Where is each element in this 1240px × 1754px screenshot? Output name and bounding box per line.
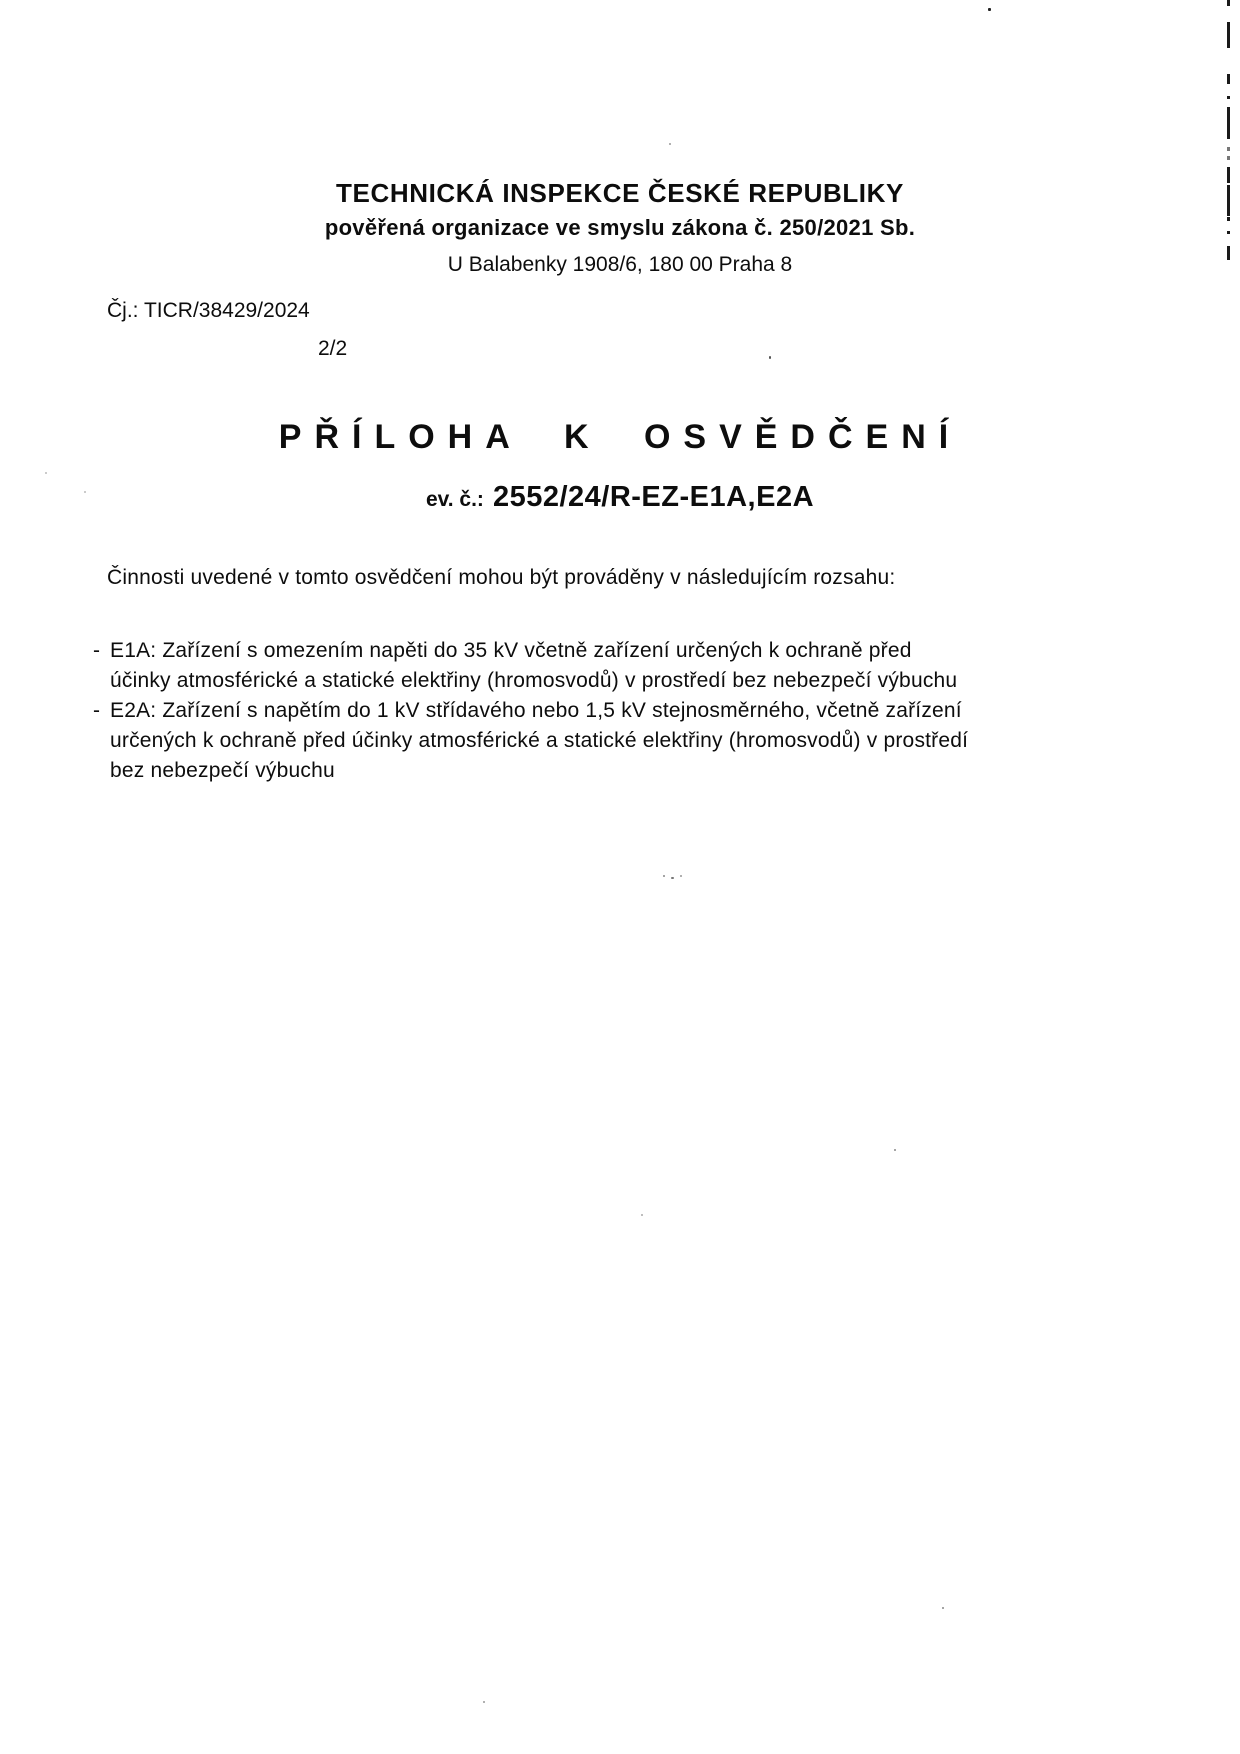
scope-item-line: účinky atmosférické a statické elektřiny (hromosvodů) v prostředí bez nebezpečí výbuchu [110,669,958,692]
intro-paragraph: Činnosti uvedené v tomto osvědčení mohou být prováděny v následujícím rozsahu: [107,566,896,589]
scan-speck [641,1214,643,1216]
scope-item-line: určených k ochraně před účinky atmosférické a statické elektřiny (hromosvodů) v prostředí [110,729,969,752]
organization-name: TECHNICKÁ INSPEKCE ČESKÉ REPUBLIKY [336,178,904,208]
organization-address: U Balabenky 1908/6, 180 00 Praha 8 [447,253,793,276]
scope-list [93,636,1083,786]
reference-number: Čj.: TICR/38429/2024 [107,299,310,322]
list-item [93,696,1083,786]
evidence-number-label: ev. č.: [425,488,484,511]
bullet-dash: - [93,639,101,662]
scope-item-e2a [110,696,1083,786]
scope-item-line: E2A: Zařízení s napětím do 1 kV střídavého nebo 1,5 kV stejnosměrného, včetně zařízení [110,699,962,722]
bullet-dash: - [93,699,101,722]
scan-speck [769,356,771,359]
evidence-number-value: 2552/24/R-EZ-E1A,E2A [492,481,815,513]
scan-speck [45,472,47,474]
scan-speck [669,143,671,145]
evidence-number-line [0,481,1240,514]
list-item [93,636,1083,696]
document-title: PŘÍLOHA K OSVĚDČENÍ [278,418,962,456]
scope-item-line: E1A: Zařízení s omezením napěti do 35 kV včetně zařízení určených k ochraně před [110,639,912,662]
scan-speck [894,1149,896,1151]
scan-speck [663,875,665,877]
scan-speck [483,1701,485,1703]
scan-speck [84,491,86,493]
scope-item-e1a [110,636,1083,696]
scan-speck [680,875,682,877]
scan-speck [988,8,991,11]
scan-speck [942,1607,944,1609]
page-number: 2/2 [318,337,348,360]
scan-speck [671,877,674,879]
organization-mandate: pověřená organizace ve smyslu zákona č. 250/2021 Sb. [324,215,916,240]
scope-item-line: bez nebezpečí výbuchu [110,759,335,782]
